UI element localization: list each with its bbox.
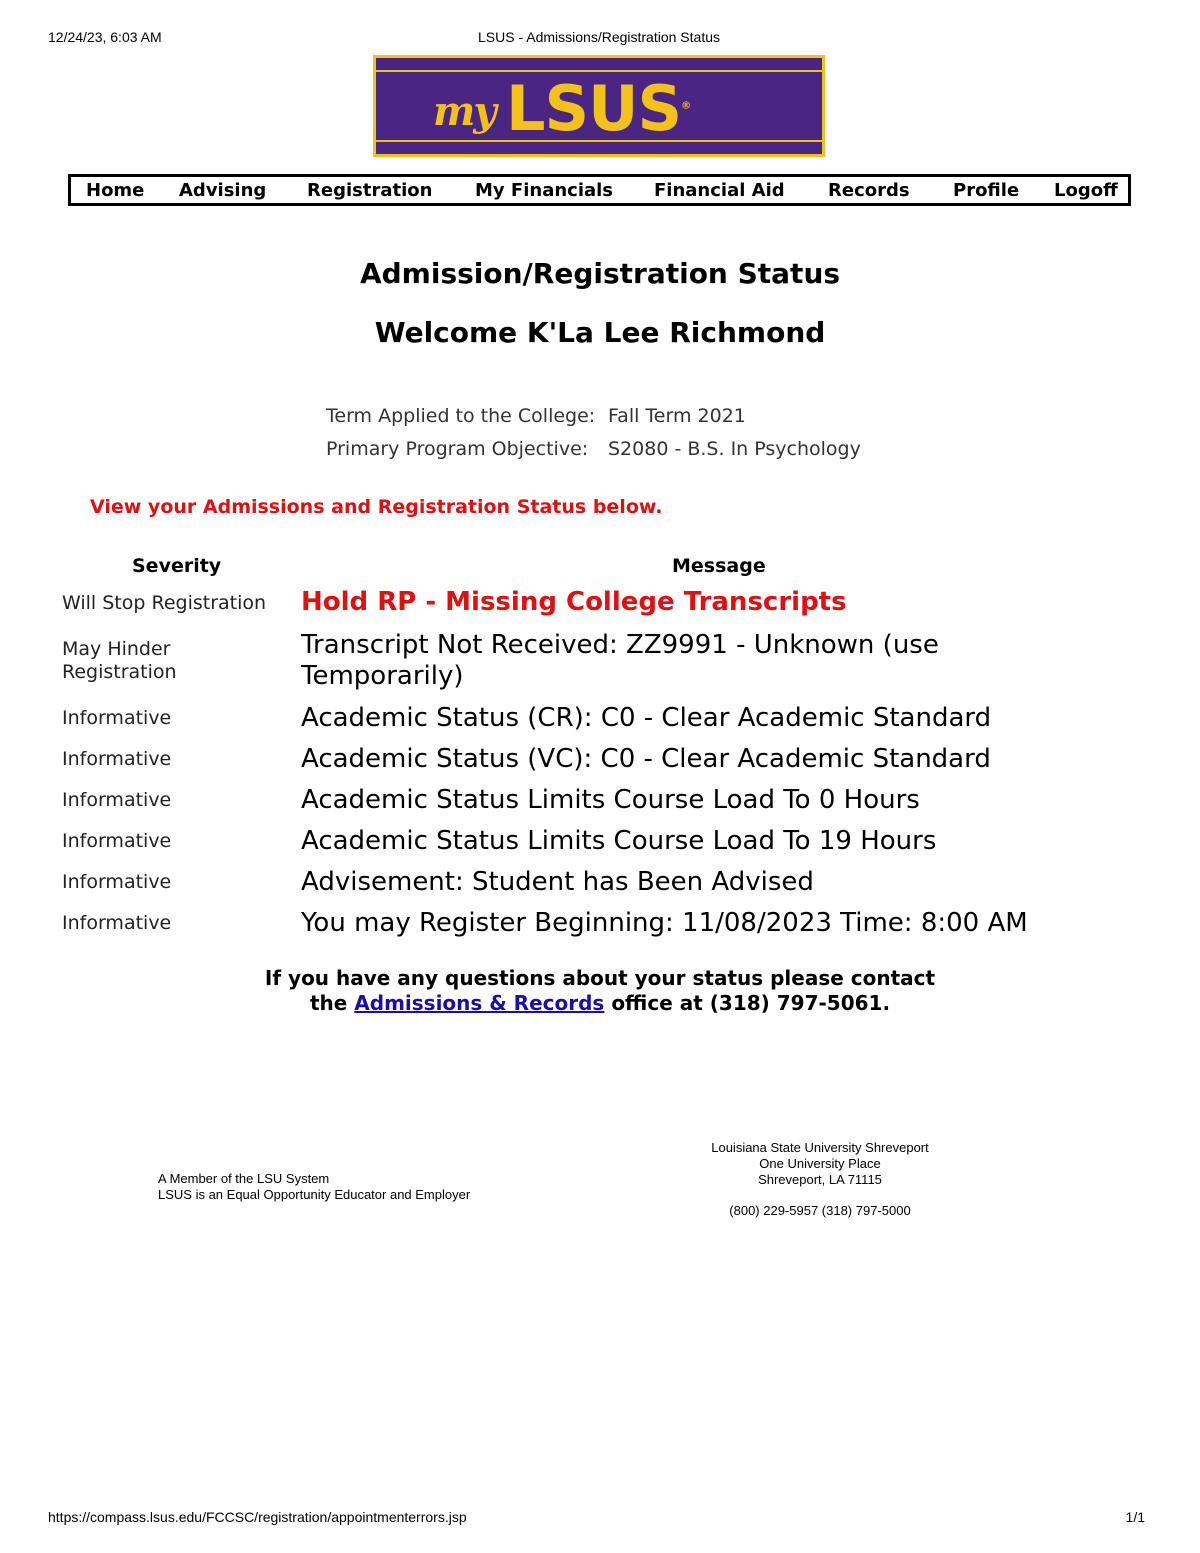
term-label: Term Applied to the College: xyxy=(326,405,596,427)
footer-university-name: Louisiana State University Shreveport xyxy=(711,1140,929,1155)
main-nav xyxy=(68,174,1131,206)
term-value: Fall Term 2021 xyxy=(608,405,746,427)
nav-profile[interactable]: Profile xyxy=(953,180,1020,201)
print-page-number: 1/1 xyxy=(1125,1509,1145,1525)
nav-my-financials[interactable]: My Financials xyxy=(475,180,614,201)
severity-column-header: Severity xyxy=(132,555,222,577)
contact-line-1: If you have any questions about your status please contact xyxy=(264,966,936,990)
row-severity: Informative xyxy=(62,789,172,811)
welcome-heading: Welcome K'La Lee Richmond xyxy=(374,316,826,349)
print-page-title: LSUS - Admissions/Registration Status xyxy=(478,29,720,45)
program-value: S2080 - B.S. In Psychology xyxy=(608,438,861,460)
row-severity: May Hinder Registration xyxy=(62,638,177,683)
nav-registration[interactable]: Registration xyxy=(307,180,433,201)
print-footer xyxy=(0,1509,1200,1529)
admissions-records-link[interactable]: Admissions & Records xyxy=(354,991,605,1015)
nav-financial-aid[interactable]: Financial Aid xyxy=(654,180,785,201)
nav-advising[interactable]: Advising xyxy=(179,180,267,201)
mylsus-logo[interactable] xyxy=(373,55,825,157)
nav-records[interactable]: Records xyxy=(828,180,910,201)
footer-city: Shreveport, LA 71115 xyxy=(758,1172,882,1187)
print-header xyxy=(0,29,1200,49)
logo-my-text: my xyxy=(433,88,495,135)
row-severity: Informative xyxy=(62,830,172,852)
row-message: Academic Status (CR): C0 - Clear Academic Standard xyxy=(301,703,992,733)
page-title: Admission/Registration Status xyxy=(359,257,841,290)
footer-equal-opportunity: LSUS is an Equal Opportunity Educator and Employer xyxy=(158,1187,471,1202)
row-message: Academic Status Limits Course Load To 0 Hours xyxy=(301,785,920,815)
row-severity: Informative xyxy=(62,707,172,729)
footer-address xyxy=(640,1140,1000,1219)
message-column-header: Message xyxy=(672,555,766,577)
row-severity: Will Stop Registration xyxy=(62,592,267,614)
nav-logoff[interactable]: Logoff xyxy=(1054,180,1118,201)
print-datetime: 12/24/23, 6:03 AM xyxy=(48,29,162,45)
row-message: Advisement: Student has Been Advised xyxy=(301,867,814,897)
contact-line-2: the Admissions & Records office at (318) 797-5061. xyxy=(309,991,891,1015)
footer-left xyxy=(158,1171,470,1203)
row-message: You may Register Beginning: 11/08/2023 Time: 8:00 AM xyxy=(301,908,1028,938)
nav-home[interactable]: Home xyxy=(86,180,145,201)
row-message: Academic Status Limits Course Load To 19 Hours xyxy=(301,826,937,856)
row-severity: Informative xyxy=(62,912,172,934)
row-severity: Informative xyxy=(62,871,172,893)
contact-note xyxy=(0,966,1200,1016)
row-message-hold: Hold RP - Missing College Transcripts xyxy=(301,587,847,617)
status-instructions: View your Admissions and Registration Status below. xyxy=(90,496,663,518)
footer-street: One University Place xyxy=(759,1156,881,1171)
program-label: Primary Program Objective: xyxy=(326,438,589,460)
print-url: https://compass.lsus.edu/FCCSC/registration/appointmenterrors.jsp xyxy=(48,1509,467,1525)
footer-lsu-system: A Member of the LSU System xyxy=(158,1171,330,1186)
footer-phones: (800) 229-5957 (318) 797-5000 xyxy=(729,1203,911,1218)
logo-lsus-text: LSUS® xyxy=(506,72,691,145)
row-message: Transcript Not Received: ZZ9991 - Unknown (use Temporarily) xyxy=(301,630,939,691)
row-message: Academic Status (VC): C0 - Clear Academic Standard xyxy=(301,744,991,774)
row-severity: Informative xyxy=(62,748,172,770)
